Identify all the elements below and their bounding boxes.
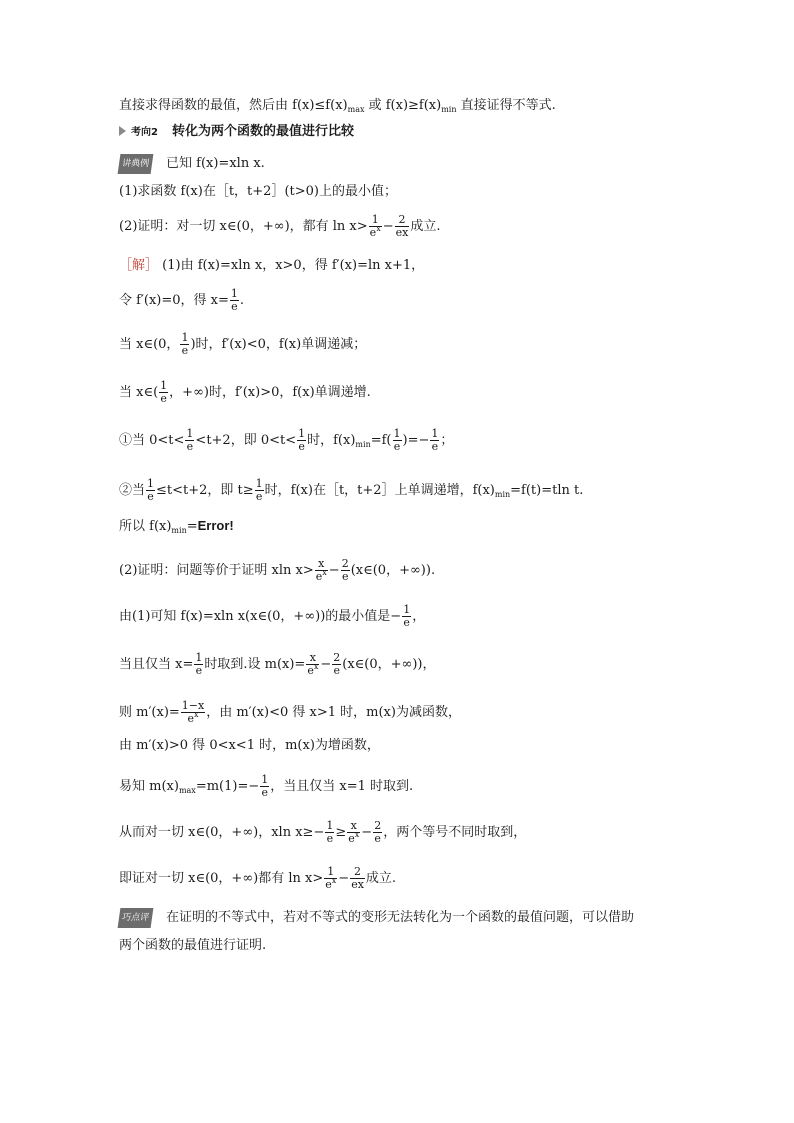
denominator: ex [395, 226, 409, 239]
triangle-marker-icon [119, 126, 126, 136]
proof-line-1 [119, 558, 719, 583]
proof-line-5 [119, 738, 719, 754]
fraction [393, 428, 402, 453]
text-line [119, 98, 719, 114]
fraction [260, 774, 269, 799]
numerator: 1 [327, 865, 335, 878]
question-2 [119, 214, 719, 239]
fraction [341, 558, 350, 583]
text: ，当且仅当 x=1 时取到. [270, 779, 414, 794]
numerator: 2 [374, 819, 382, 832]
denominator [306, 664, 319, 677]
solution-line-3 [119, 332, 719, 357]
den-text: e [348, 832, 355, 845]
text: 从而对一切 x∈(0，+∞)，xln x≥− [119, 825, 325, 840]
text: 时，f(x)在［t，t+2］上单调递增，f(x) [264, 483, 495, 498]
subscript: min [441, 105, 457, 114]
numerator: 1 [186, 427, 194, 440]
topic-heading [119, 124, 719, 141]
fraction [347, 820, 360, 845]
text: 直接求得函数的最值，然后由 f(x)≤f(x) [119, 98, 348, 113]
numerator: 1 [298, 427, 306, 440]
text: 或 f(x)≥f(x) [364, 98, 442, 113]
denominator: e [298, 440, 305, 453]
denominator: ex [351, 878, 364, 891]
numerator: x [309, 651, 316, 664]
superscript: x [193, 710, 199, 719]
text: 则 m′(x)= [119, 705, 180, 720]
denominator: e [186, 440, 194, 453]
numerator: x [350, 819, 357, 832]
text: ， [412, 609, 426, 624]
text: ，两个等号不同时取到， [383, 825, 527, 840]
numerator: 1 [431, 427, 439, 440]
text: ②当 [119, 483, 146, 498]
proof-line-7 [119, 820, 719, 845]
minus-sign: − [328, 563, 340, 578]
text: 当且仅当 x= [119, 657, 194, 672]
fraction [324, 866, 337, 891]
numerator: x [318, 557, 325, 570]
proof-line-4 [119, 700, 719, 725]
proof-line-2 [119, 604, 719, 629]
text: 所以 f(x) [119, 519, 172, 534]
denominator [369, 226, 382, 239]
text: =f(t)=tln t. [510, 483, 584, 498]
text: 当 x∈( [119, 385, 159, 400]
denominator [324, 878, 337, 891]
text: (2)证明：对一切 x∈(0，+∞)，都有 ln x> [119, 219, 368, 234]
topic-title: 转化为两个函数的最值进行比较 [171, 124, 354, 139]
superscript: x [376, 224, 381, 233]
fraction [230, 288, 239, 313]
fraction [332, 652, 341, 677]
solution-line-7 [119, 518, 719, 535]
fraction [146, 478, 155, 503]
comment-badge: 巧点评 [118, 908, 154, 928]
numerator: 1 [160, 379, 168, 392]
numerator: 1 [255, 477, 263, 490]
proof-line-8 [119, 866, 719, 891]
text: =m(1)=− [195, 779, 260, 794]
text: ，+∞)时，f′(x)>0，f(x)单调递增. [169, 385, 371, 400]
text: 即证对一切 x∈(0，+∞)都有 ln x> [119, 871, 324, 886]
denominator: e [147, 490, 154, 503]
superscript: x [313, 662, 319, 671]
denominator [181, 712, 205, 725]
numerator: 1 [371, 213, 379, 226]
numerator: 1−x [181, 699, 205, 712]
subscript: min [494, 490, 511, 499]
solution-line-6 [119, 478, 719, 503]
numerator: 2 [333, 651, 341, 664]
text: = [186, 519, 198, 534]
den-text: e [187, 712, 194, 725]
text: (1)求函数 f(x)在［t，t+2］(t>0)上的最小值； [119, 184, 397, 199]
den-text: e [307, 664, 314, 677]
fraction [395, 214, 410, 239]
text: ≥ [335, 825, 347, 840]
fraction [373, 820, 382, 845]
denominator: e [261, 786, 268, 799]
fraction [194, 652, 203, 677]
proof-line-3 [119, 652, 719, 677]
solution-line-1 [119, 258, 719, 274]
denominator: e [160, 392, 167, 405]
numerator: 1 [393, 427, 401, 440]
numerator: 2 [398, 213, 406, 226]
subscript: min [171, 526, 187, 535]
fraction [185, 428, 194, 453]
minus-sign: − [338, 871, 350, 886]
text: . [239, 293, 245, 308]
numerator: 1 [261, 773, 269, 786]
subscript: min [355, 440, 371, 449]
text: 两个函数的最值进行证明. [119, 938, 267, 953]
text: 已知 f(x)=xln x. [166, 156, 265, 171]
proof-line-6 [119, 774, 719, 799]
error-text: Error! [197, 518, 234, 533]
fraction [159, 380, 168, 405]
fraction [180, 332, 189, 357]
example-line [119, 154, 719, 174]
fraction [430, 428, 439, 453]
subscript: max [178, 786, 196, 795]
text: 由(1)可知 f(x)=xln x(x∈(0，+∞))的最小值是− [119, 609, 402, 624]
numerator: 2 [354, 865, 362, 878]
question-1 [119, 184, 719, 200]
denominator: e [181, 344, 189, 357]
fraction [306, 652, 319, 677]
numerator: 1 [181, 331, 189, 344]
text: ≤t<t+2，即 t≥ [156, 483, 254, 498]
text: (x∈(0，+∞))， [342, 657, 436, 672]
numerator: 1 [326, 819, 334, 832]
text: <t+2，即 0<t< [195, 433, 297, 448]
text: 成立. [410, 219, 441, 234]
solution-line-2 [119, 288, 719, 313]
denominator: e [341, 570, 349, 583]
fraction [350, 866, 365, 891]
text: ，由 m′(x)<0 得 x>1 时，m(x)为减函数， [206, 705, 461, 720]
minus-sign: − [382, 219, 394, 234]
numerator: 1 [195, 651, 203, 664]
denominator: e [393, 440, 401, 453]
text: ①当 0<t< [119, 433, 185, 448]
text: 时，f(x) [307, 433, 356, 448]
text: (x∈(0，+∞)). [350, 563, 436, 578]
denominator: e [403, 616, 410, 629]
denominator: e [374, 832, 381, 845]
solution-line-4 [119, 380, 719, 405]
subscript: max [347, 105, 365, 114]
comment-line-2 [119, 938, 719, 954]
text: 易知 m(x) [119, 779, 179, 794]
text: 直接证得不等式. [456, 98, 556, 113]
comment-line-1 [119, 908, 719, 928]
denominator: e [333, 664, 341, 677]
fraction [297, 428, 306, 453]
denominator: e [326, 832, 334, 845]
superscript: x [354, 830, 360, 839]
text: 由 m′(x)>0 得 0<x<1 时，m(x)为增函数， [119, 738, 380, 753]
den-text: e [325, 878, 332, 891]
denominator: e [195, 664, 203, 677]
fraction [325, 820, 334, 845]
minus-sign: − [361, 825, 373, 840]
text: =f( [370, 433, 392, 448]
example-badge: 讲典例 [118, 154, 154, 174]
den-text: e [315, 570, 323, 583]
text: 在证明的不等式中，若对不等式的变形无法转化为一个函数的最值问题，可以借助 [166, 910, 635, 925]
topic-label: 考向2 [131, 127, 158, 138]
solution-bracket: ［解］ [119, 258, 159, 273]
text: 当 x∈(0， [119, 337, 180, 352]
text: 时取到.设 m(x)= [204, 657, 306, 672]
numerator: 2 [341, 557, 349, 570]
fraction [255, 478, 264, 503]
denominator: e [231, 300, 238, 313]
numerator: 1 [230, 287, 238, 300]
numerator: 1 [403, 603, 411, 616]
text: ； [440, 433, 454, 448]
superscript: x [322, 568, 327, 577]
superscript: x [331, 876, 337, 885]
text: 令 f′(x)=0，得 x= [119, 293, 229, 308]
numerator: 1 [147, 477, 155, 490]
denominator [315, 570, 328, 583]
text: 成立. [365, 871, 397, 886]
denominator: e [255, 490, 263, 503]
fraction [315, 558, 328, 583]
denominator [347, 832, 360, 845]
fraction [181, 700, 205, 725]
den-text: e [369, 226, 377, 239]
solution-line-5 [119, 428, 719, 453]
denominator: e [431, 440, 439, 453]
text: (1)由 f(x)=xln x，x>0，得 f′(x)=ln x+1， [158, 258, 425, 273]
text: )时，f′(x)<0，f(x)单调递减； [190, 337, 367, 352]
minus-sign: − [320, 657, 332, 672]
text: )=− [402, 433, 430, 448]
fraction [369, 214, 382, 239]
text: (2)证明：问题等价于证明 xln x> [119, 563, 314, 578]
fraction [402, 604, 411, 629]
